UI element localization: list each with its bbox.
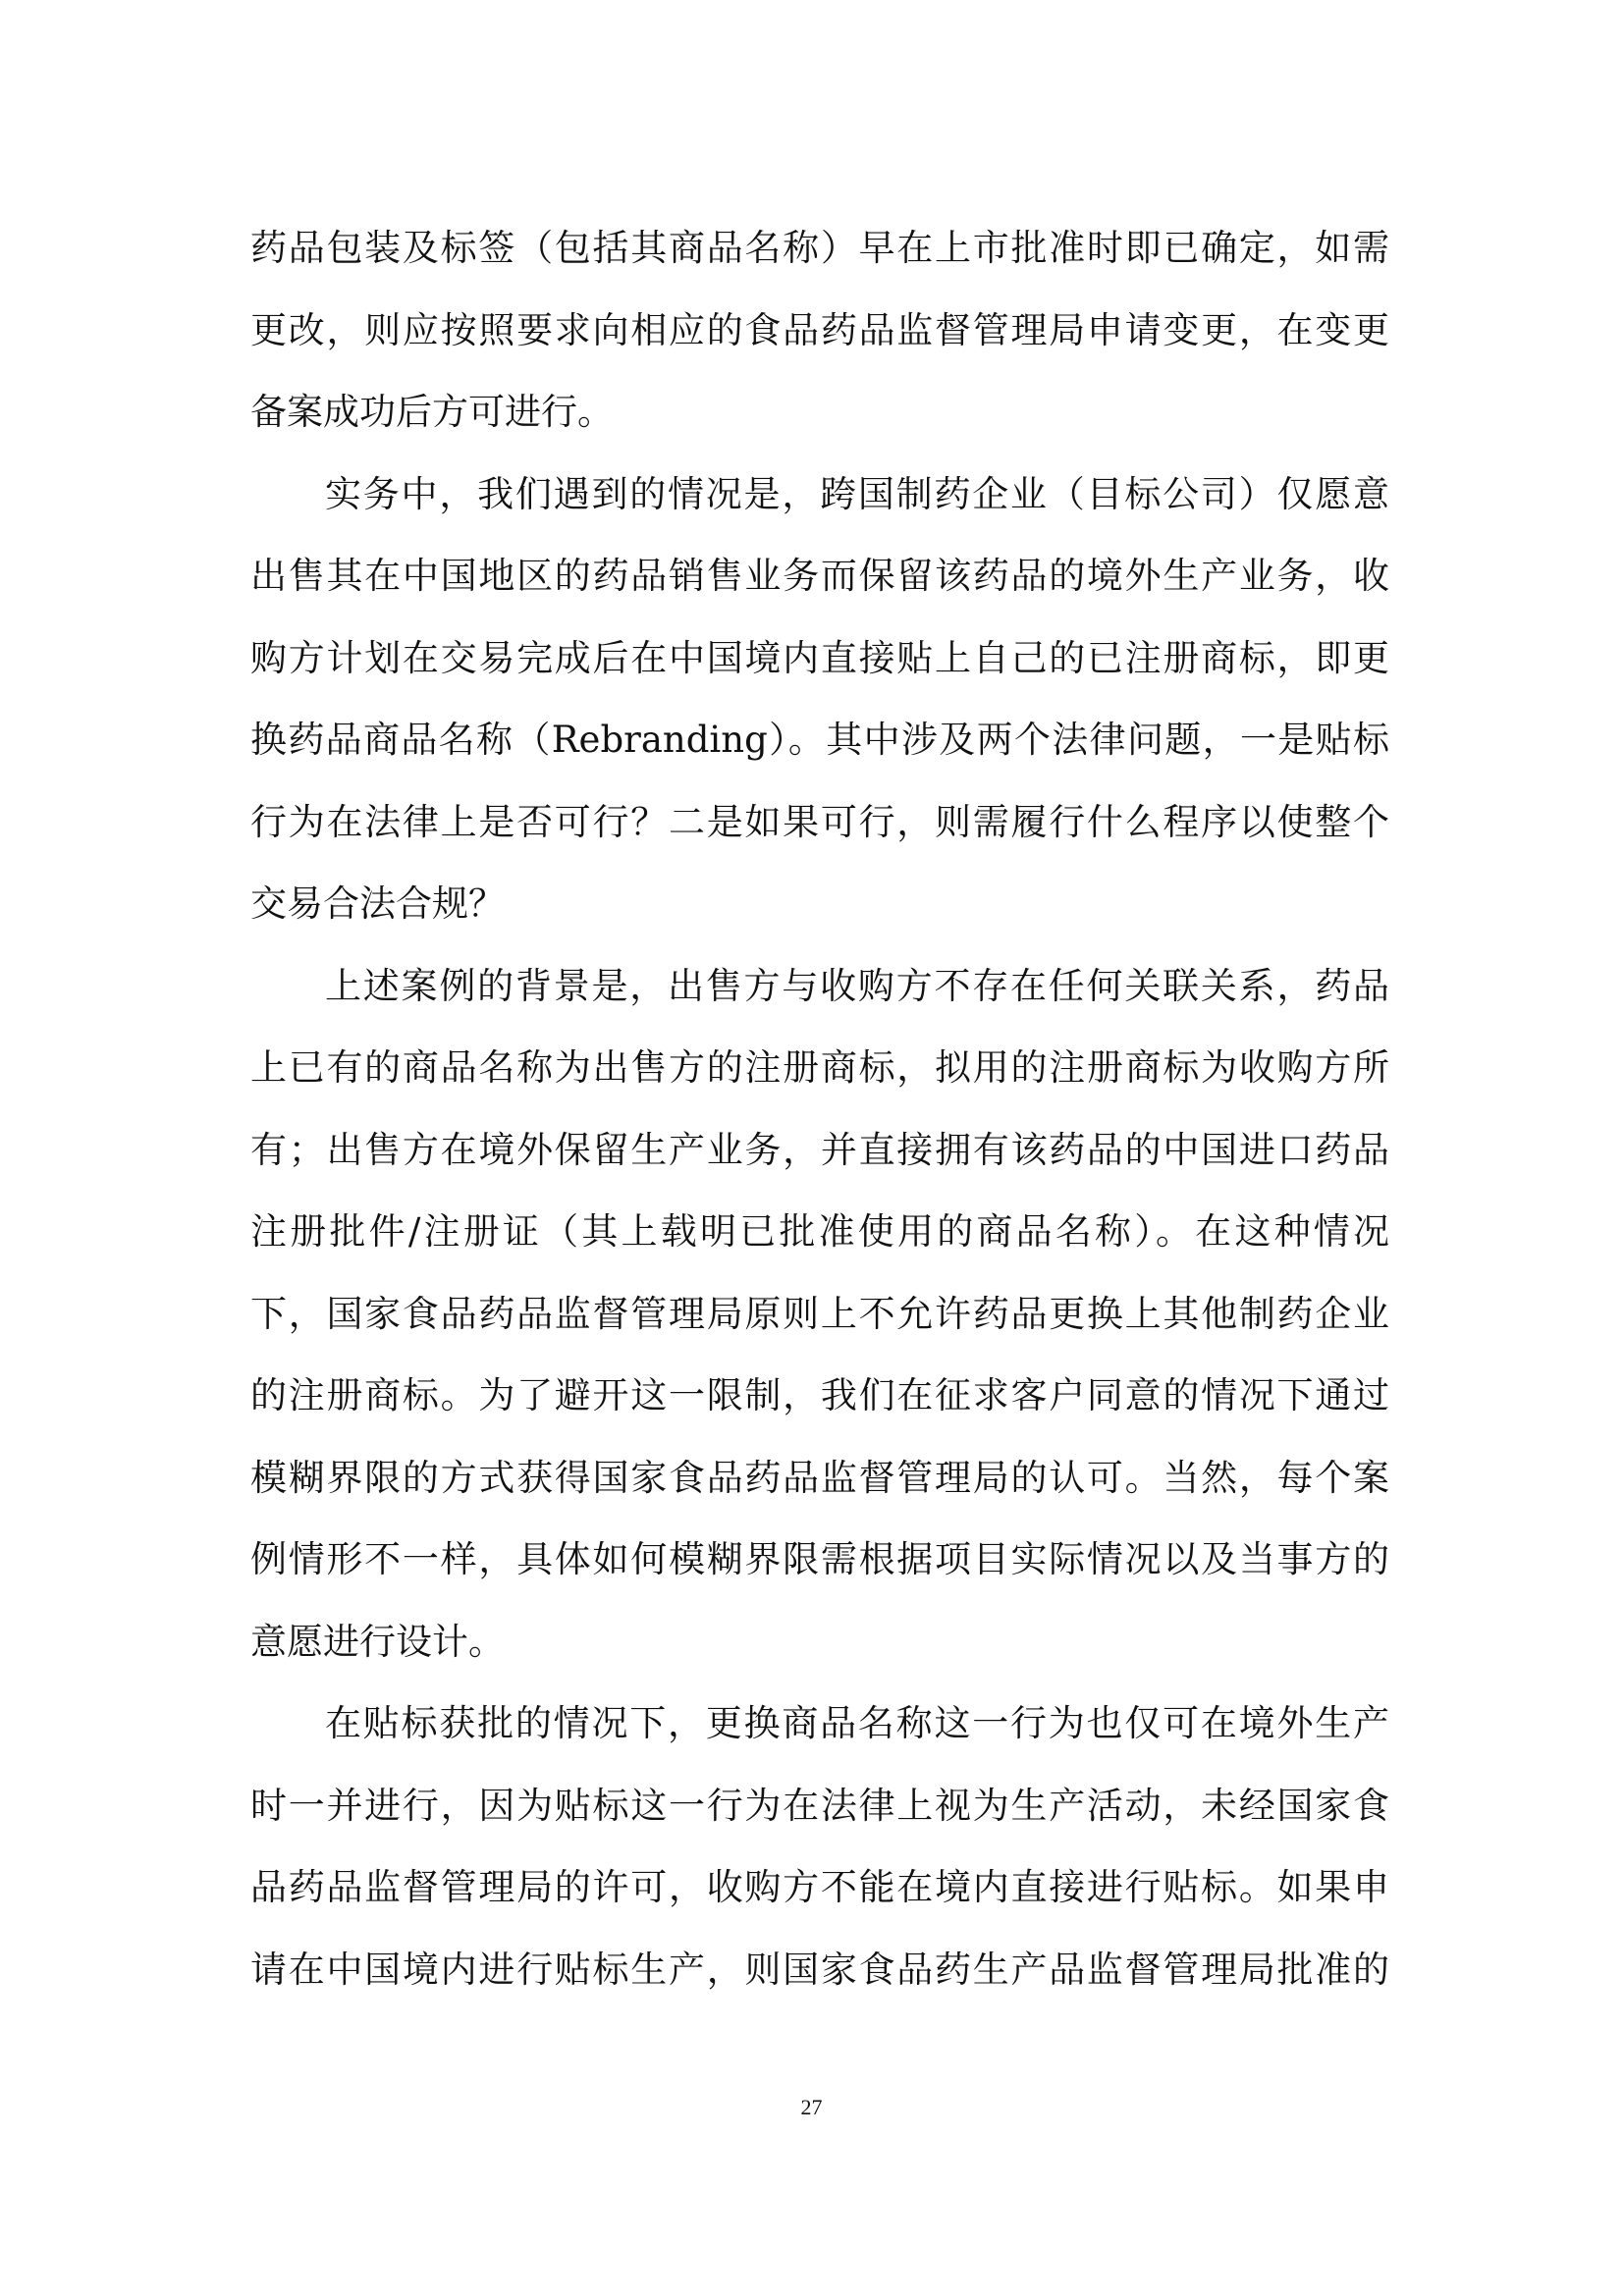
text-line: 备案成功后方可进行。 (250, 391, 614, 433)
text-line: 注册批件/注册证（其上载明已批准使用的商品名称）。在这种情况 (250, 1210, 1389, 1253)
page-number: 27 (800, 2095, 823, 2119)
text-line: 模糊界限的方式获得国家食品药品监督管理局的认可。当然，每个案 (250, 1456, 1389, 1499)
text-line: 行为在法律上是否可行？二是如果可行，则需履行什么程序以使整个 (250, 800, 1389, 843)
text-line: 药品包装及标签（包括其商品名称）早在上市批准时即已确定，如需 (250, 227, 1389, 269)
text-line: 更改，则应按照要求向相应的食品药品监督管理局申请变更，在变更 (250, 308, 1389, 351)
text-line: 下，国家食品药品监督管理局原则上不允许药品更换上其他制药企业 (250, 1292, 1389, 1335)
text-line: 上述案例的背景是，出售方与收购方不存在任何关联关系，药品 (325, 964, 1389, 1007)
text-line: 在贴标获批的情况下，更换商品名称这一行为也仅可在境外生产 (325, 1702, 1389, 1744)
text-line: 的注册商标。为了避开这一限制，我们在征求客户同意的情况下通过 (250, 1374, 1389, 1416)
text-line: 有；出售方在境外保留生产业务，并直接拥有该药品的中国进口药品 (250, 1128, 1389, 1171)
text-line: 购方计划在交易完成后在中国境内直接贴上自己的已注册商标，即更 (250, 636, 1389, 679)
text-line: 出售其在中国地区的药品销售业务而保留该药品的境外生产业务，收 (250, 555, 1389, 597)
body-text (250, 207, 1389, 2010)
text-line: 实务中，我们遇到的情况是，跨国制药企业（目标公司）仅愿意 (325, 472, 1389, 515)
text-line: 换药品商品名称（Rebranding）。其中涉及两个法律问题，一是贴标 (250, 719, 1389, 761)
text-line: 交易合法合规？ (250, 882, 505, 925)
text-line: 品药品监督管理局的许可，收购方不能在境内直接进行贴标。如果申 (250, 1866, 1389, 1908)
text-line: 请在中国境内进行贴标生产，则国家食品药生产品监督管理局批准的 (250, 1948, 1389, 1991)
text-line: 例情形不一样，具体如何模糊界限需根据项目实际情况以及当事方的 (250, 1538, 1389, 1580)
text-line: 时一并进行，因为贴标这一行为在法律上视为生产活动，未经国家食 (250, 1784, 1389, 1827)
text-line: 上已有的商品名称为出售方的注册商标，拟用的注册商标为收购方所 (250, 1046, 1389, 1089)
text-line: 意愿进行设计。 (250, 1620, 505, 1663)
